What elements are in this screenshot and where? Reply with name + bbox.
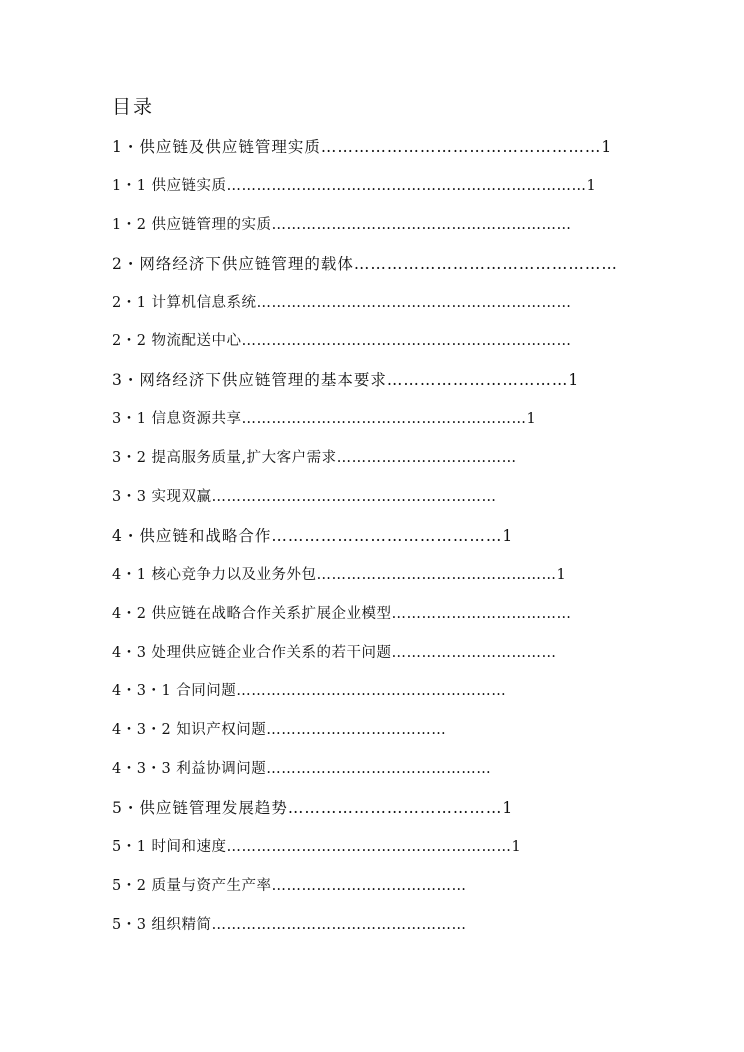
- toc-entry[interactable]: 4・3・1 合同问题………………………………………………: [112, 683, 507, 700]
- toc-entry[interactable]: 1・2 供应链管理的实质……………………………………………………: [112, 216, 572, 233]
- toc-entry[interactable]: 4・3・3 利益协调问题………………………………………: [112, 761, 492, 778]
- toc-entry[interactable]: 3・2 提高服务质量,扩大客户需求………………………………: [112, 450, 517, 467]
- toc-entry[interactable]: 4・供应链和战略合作……………………………………1: [112, 526, 514, 545]
- toc-entry[interactable]: 4・3 处理供应链企业合作关系的若干问题……………………………: [112, 644, 557, 661]
- toc-entry[interactable]: 4・1 核心竞争力以及业务外包…………………………………………1: [112, 566, 567, 583]
- toc-entry[interactable]: 2・1 计算机信息系统………………………………………………………: [112, 294, 572, 311]
- toc-entry[interactable]: 3・3 实现双赢…………………………………………………: [112, 489, 497, 506]
- toc-entry[interactable]: 2・网络经济下供应链管理的载体…………………………………………: [112, 254, 618, 273]
- toc-entry[interactable]: 5・供应链管理发展趋势…………………………………1: [112, 799, 514, 818]
- toc-entry[interactable]: 4・2 供应链在战略合作关系扩展企业模型………………………………: [112, 605, 572, 622]
- toc-entry[interactable]: 3・1 信息资源共享…………………………………………………1: [112, 411, 537, 428]
- toc-entry[interactable]: 3・网络经济下供应链管理的基本要求……………………………1: [112, 371, 580, 390]
- toc-entry[interactable]: 5・3 组织精简……………………………………………: [112, 916, 467, 933]
- toc-entry[interactable]: 5・2 质量与资产生产率…………………………………: [112, 877, 467, 894]
- toc-entry[interactable]: 1・1 供应链实质………………………………………………………………1: [112, 177, 597, 194]
- toc-entry[interactable]: 2・2 物流配送中心…………………………………………………………: [112, 333, 572, 350]
- toc-list: [112, 134, 672, 951]
- toc-title: 目录: [112, 96, 155, 118]
- toc-entry[interactable]: 1・供应链及供应链管理实质……………………………………………1: [112, 138, 613, 156]
- toc-entry[interactable]: 5・1 时间和速度…………………………………………………1: [112, 839, 522, 856]
- toc-entry[interactable]: 4・3・2 知识产权问题………………………………: [112, 722, 447, 739]
